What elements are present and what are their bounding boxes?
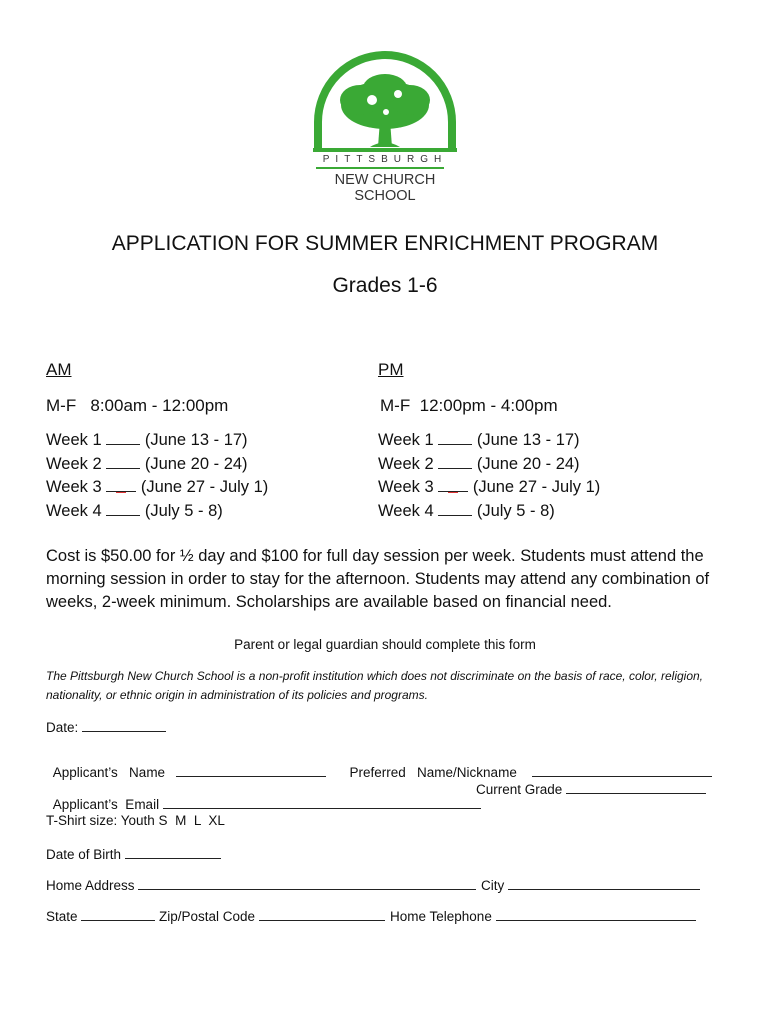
am-heading: AM [46, 360, 72, 379]
am-week-row[interactable]: Week 2 (June 20 - 24) [46, 454, 248, 473]
school-logo [310, 50, 460, 215]
current-grade-field[interactable]: Current Grade [476, 781, 706, 797]
pm-week-list [378, 429, 600, 523]
pm-week-row[interactable]: Week 2 (June 20 - 24) [378, 454, 580, 473]
home-address-field[interactable]: Home Address [46, 877, 476, 893]
logo-text-school: SCHOOL [354, 188, 416, 204]
logo-text-new-church: NEW CHURCH [334, 172, 436, 188]
tree-arch-icon [310, 50, 460, 160]
pm-heading: PM [378, 360, 404, 379]
date-of-birth-field[interactable]: Date of Birth [46, 846, 221, 862]
preferred-name-field[interactable]: Preferred Name/Nickname [342, 749, 712, 780]
cost-description: Cost is $50.00 for ½ day and $100 for full day session per week. Students must attend the morning session in order to stay for the afternoon. Students may attend any combination of weeks, 2-week minimum. Scholarships are available based on financial need. [46, 547, 710, 611]
page-title: APPLICATION FOR SUMMER ENRICHMENT PROGRAM [111, 232, 659, 255]
applicant-email-field[interactable]: Applicant’s Email [46, 781, 481, 812]
logo-text-pittsburgh: PITTSBURGH [322, 154, 448, 165]
pm-hours: M-F 12:00pm - 4:00pm [380, 396, 558, 415]
am-week-list [46, 429, 268, 523]
pm-week-row[interactable]: Week 3 (June 27 - July 1) [378, 478, 601, 496]
am-week-row[interactable]: Week 4 (July 5 - 8) [46, 501, 223, 520]
logo-divider [316, 167, 444, 169]
state-field[interactable]: State [46, 908, 155, 924]
date-field[interactable]: Date: [46, 719, 166, 735]
city-field[interactable]: City [481, 877, 700, 893]
nondiscrimination-disclaimer: The Pittsburgh New Church School is a non-profit institution which does not discriminate on the basis of race, color, religion, nationality, or ethnic origin in administration of its policies and programs. [46, 669, 703, 702]
home-telephone-field[interactable]: Home Telephone [390, 908, 696, 924]
am-week-row[interactable]: Week 3 (June 27 - July 1) [46, 478, 269, 496]
am-week-row[interactable]: Week 1 (June 13 - 17) [46, 431, 248, 449]
pm-week-row[interactable]: Week 1 (June 13 - 17) [378, 431, 580, 449]
applicant-name-field[interactable]: Applicant’s Name [46, 749, 326, 780]
guardian-notice: Parent or legal guardian should complete this form [234, 637, 536, 652]
am-hours: M-F 8:00am - 12:00pm [46, 396, 229, 415]
zip-field[interactable]: Zip/Postal Code [159, 908, 385, 924]
pm-week-row[interactable]: Week 4 (July 5 - 8) [378, 501, 555, 520]
page-subtitle: Grades 1-6 [332, 274, 438, 297]
tshirt-size-field[interactable]: T-Shirt size: Youth S M L XL [46, 813, 225, 828]
